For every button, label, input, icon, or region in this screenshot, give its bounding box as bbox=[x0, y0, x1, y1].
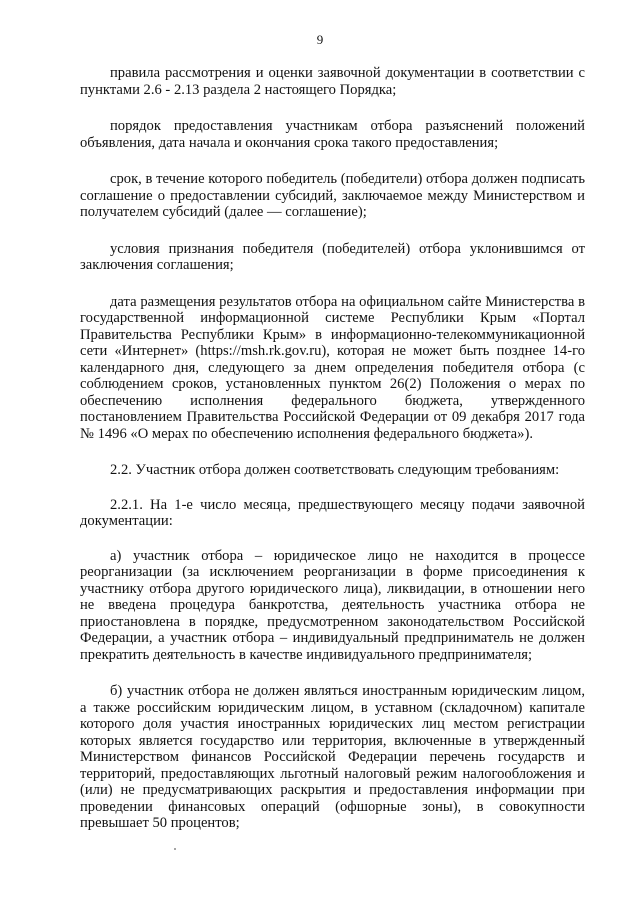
paragraph-results-publication: дата размещения результатов отбора на официальном сайте Министерства в государственной информационной системе Республики Крым «Портал Правительства Республики Крым» в информационно-телекоммуникационной сети «Интернет» (https://msh.rk.gov.ru), которая не может быть позднее 14-го календарного дня, следующего за днем определения победителя отбора (с соблюдением сроков, установленных пунктом 26(2) Положения о мерах по обеспечению исполнения федерального бюджета, утвержденного постановлением Правительства Российской Федерации от 09 декабря 2017 года № 1496 «О мерах по обеспечению исполнения федерального бюджета»). bbox=[80, 293, 585, 442]
paragraph-evasion-conditions: условия признания победителя (победителей) отбора уклонившимся от заключения соглашения; bbox=[80, 240, 585, 273]
paragraph-item-b: б) участник отбора не должен являться иностранным юридическим лицом, а также российским юридическим лицом, в уставном (складочном) капитале которого доля участия иностранных юридических лиц местом регистрации которых является государство или территория, включенные в утвержденный Министерством финансов Российской Федерации перечень государств и территорий, предоставляющих льготный налоговый режим налогообложения и (или) не предусматривающих раскрытия и предоставления информации при проведении финансовых операций (офшорные зоны), в совокупности превышает 50 процентов; bbox=[80, 683, 585, 831]
paragraph-agreement-deadline: срок, в течение которого победитель (победители) отбора должен подписать соглашение о предоставлении субсидий, заключаемое между Министерством и получателем субсидий (далее — соглашение); bbox=[80, 171, 585, 220]
paragraph-section-2-2: 2.2. Участник отбора должен соответствовать следующим требованиям: bbox=[110, 462, 560, 478]
scan-speck bbox=[174, 848, 176, 850]
document-body bbox=[80, 65, 585, 852]
page-number: 9 bbox=[316, 32, 324, 47]
paragraph-item-a: а) участник отбора – юридическое лицо не находится в процессе реорганизации (за исключением реорганизации в форме присоединения к участнику отбора другого юридического лица), ликвидации, в отношении него не введена процедура банкротства, деятельность участника отбора не приостановлена в порядке, предусмотренном законодательством Российской Федерации, а участник отбора – индивидуальный предприниматель не должен прекратить деятельность в качестве индивидуального предпринимателя; bbox=[80, 547, 585, 663]
paragraph-section-2-2-1: 2.2.1. На 1-е число месяца, предшествующего месяцу подачи заявочной документации: bbox=[80, 496, 585, 529]
paragraph-clarifications: порядок предоставления участникам отбора разъяснений положений объявления, дата начала и окончания срока такого предоставления; bbox=[80, 118, 585, 151]
paragraph-review-rules: правила рассмотрения и оценки заявочной документации в соответствии с пунктами 2.6 - 2.13 раздела 2 настоящего Порядка; bbox=[80, 65, 585, 98]
